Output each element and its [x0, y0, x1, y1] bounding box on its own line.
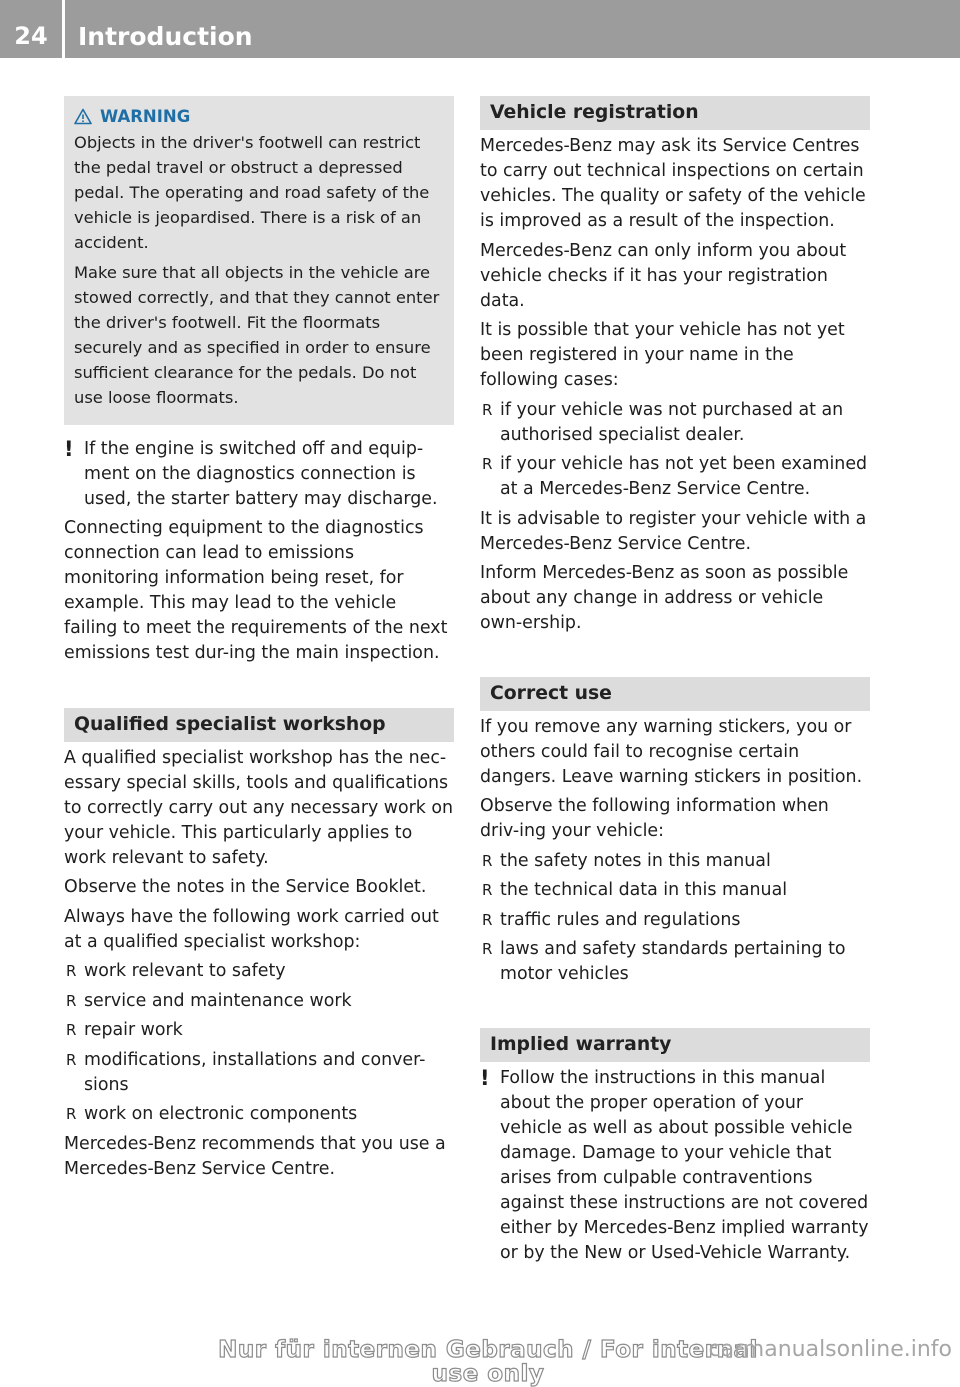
workshop-paragraph-3: Always have the following work carried out at a qualified specialist workshop:: [64, 906, 439, 952]
section-heading-correct-use: Correct use: [480, 677, 870, 711]
workshop-list: [64, 959, 454, 1127]
registration-list: [480, 398, 870, 503]
exclamation-icon: !: [64, 437, 74, 461]
registration-paragraph-3: It is possible that your vehicle has not yet been registered in your name in the following cases:: [480, 320, 845, 390]
list-item: R the safety notes in this manual: [480, 849, 870, 874]
header-divider: [62, 0, 65, 58]
right-column: [480, 96, 870, 1270]
workshop-paragraph-2: Observe the notes in the Service Booklet.: [64, 877, 427, 897]
internal-use-watermark: Nur für internen Gebrauch / For internal use only: [218, 1337, 758, 1387]
warning-title: WARNING: [100, 106, 191, 126]
warning-paragraph-2: Make sure that all objects in the vehicle are stowed correctly, and that they cannot enter the driver's footwell. Fit the floormats securely and as specified in order to ensure sufficient clearance for the pedals. Do not use loose floormats.: [74, 263, 440, 407]
left-column: [64, 96, 454, 1186]
registration-paragraph-2: Mercedes-Benz can only inform you about vehicle checks if it has your registration data.: [480, 240, 847, 311]
workshop-paragraph-4: Mercedes-Benz recommends that you use a Mercedes-Benz Service Centre.: [64, 1133, 446, 1179]
warning-triangle-icon: [74, 108, 92, 125]
registration-paragraph-4: It is advisable to register your vehicle with a Mercedes-Benz Service Centre.: [480, 508, 867, 554]
registration-paragraph-1: Mercedes-Benz may ask its Service Centres to carry out technical inspections on certain vehicles. The quality or safety of the vehicle is improved as a result of the inspection.: [480, 136, 866, 231]
registration-paragraph-5: Inform Mercedes-Benz as soon as possible about any change in address or vehicle own-ership.: [480, 563, 849, 633]
list-item: R traffic rules and regulations: [480, 908, 870, 933]
list-item: R repair work: [64, 1018, 454, 1043]
correct-use-paragraph-1: If you remove any warning stickers, you or others could fail to recognise certain dangers. Leave warning stickers in position.: [480, 716, 863, 787]
workshop-paragraph-1: A qualified specialist workshop has the nec-essary special skills, tools and qualifications to correctly carry out any necessary work on your vehicle. This particularly applies to work relevant to safety.: [64, 747, 454, 868]
site-watermark: carmanualsonline.info: [708, 1337, 952, 1362]
battery-notice-text: If the engine is switched off and equip-ment on the diagnostics connection is used, the starter battery may discharge.: [84, 439, 438, 509]
warranty-notice: [480, 1066, 870, 1266]
page-number: 24: [14, 22, 48, 50]
page-title: Introduction: [78, 22, 253, 51]
list-item: R the technical data in this manual: [480, 878, 870, 903]
section-heading-workshop: Qualified specialist workshop: [64, 708, 454, 742]
correct-use-list: [480, 849, 870, 988]
warning-heading: [74, 102, 444, 130]
list-item: R modifications, installations and conver-sions: [64, 1048, 454, 1098]
list-item: R laws and safety standards pertaining to motor vehicles: [480, 937, 870, 987]
list-item: R if your vehicle was not purchased at an authorised specialist dealer.: [480, 398, 870, 448]
list-item: R if your vehicle has not yet been examined at a Mercedes-Benz Service Centre.: [480, 452, 870, 502]
exclamation-icon: !: [480, 1065, 490, 1090]
list-item: R service and maintenance work: [64, 989, 454, 1014]
warning-box: [64, 96, 454, 425]
battery-notice: [64, 437, 454, 512]
section-heading-registration: Vehicle registration: [480, 96, 870, 130]
diagnostics-paragraph: Connecting equipment to the diagnostics connection can lead to emissions monitoring information being reset, for example. This may lead to the vehicle failing to meet the requirements of the next emissions test dur-ing the main inspection.: [64, 518, 448, 663]
section-heading-warranty: Implied warranty: [480, 1028, 870, 1062]
list-item: R work relevant to safety: [64, 959, 454, 984]
warning-paragraph-1: Objects in the driver's footwell can restrict the pedal travel or obstruct a depressed pedal. The operating and road safety of the vehicle is jeopardised. There is a risk of an accident.: [74, 133, 430, 252]
page-header: [0, 0, 960, 58]
warranty-notice-text: Follow the instructions in this manual about the proper operation of your vehicle as well as about possible vehicle damage. Damage to your vehicle that arises from culpable contraventions against these instructions are not covered either by Mercedes-Benz implied warranty or by the New or Used-Vehicle Warranty.: [500, 1067, 869, 1263]
correct-use-paragraph-2: Observe the following information when driv-ing your vehicle:: [480, 796, 829, 841]
list-item: R work on electronic components: [64, 1102, 454, 1127]
